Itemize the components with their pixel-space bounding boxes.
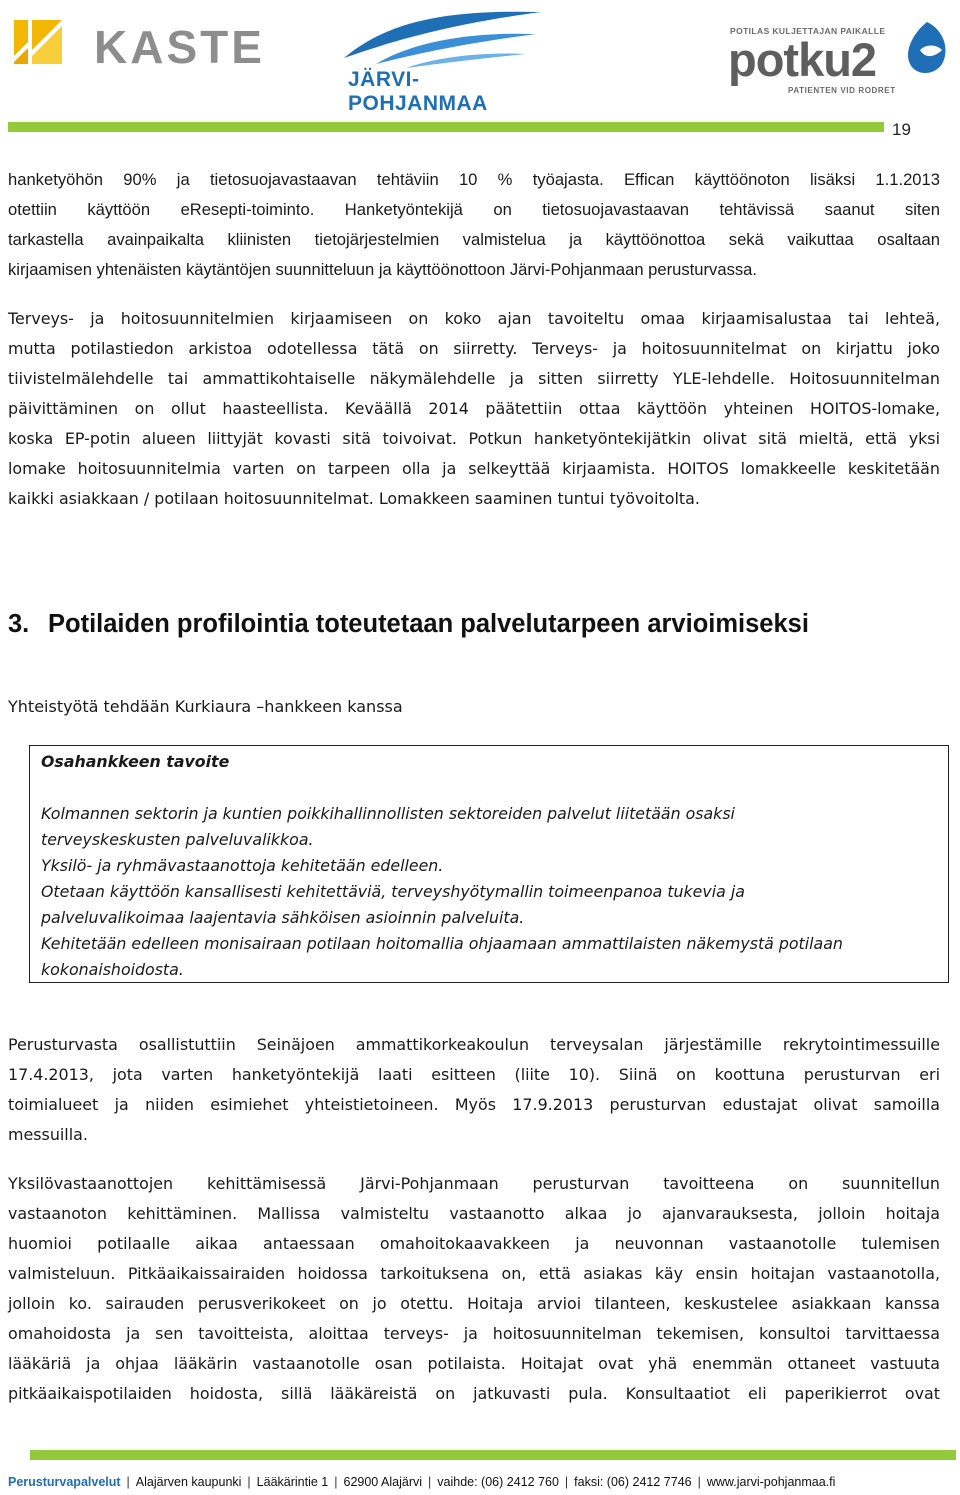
goal-line: Yksilö- ja ryhmävastaanottoja kehitetään edelleen. [41,856,444,875]
text-line: kaikki asiakkaan / potilaan hoitosuunnitelmat. Lomakkeen saaminen tuntui työvoitolta. [8,489,700,508]
footer-website-link[interactable]: www.jarvi-pohjanmaa.fi [706,1475,836,1489]
text-line: otettiin käyttöön eResepti-toiminto. Hanketyöntekijä on tietosuojavastaavan tehtävissä saanut siten [8,200,940,219]
text-line: tarkastella avainpaikalta kliinisten tietojärjestelmien valmistelua ja käyttöönottoa sekä vaikuttaa osaltaan [8,230,940,249]
page-number: 19 [892,120,911,139]
goal-box-title: Osahankkeen tavoite [41,752,230,771]
footer-org: Perusturvapalvelut [8,1475,121,1489]
text-line: Yksilövastaanottojen kehittämisessä Järvi-Pohjanmaan perusturvan tavoitteena on suunnitellun [8,1174,940,1193]
potku2-logo-text: potku2 [728,33,877,86]
text-line: mutta potilastiedon arkistoa odotellessa tätä on siirretty. Terveys- ja hoitosuunnitelmat on kirjattu joko [8,339,940,358]
goal-line: terveyskeskusten palveluvalikkoa. [41,830,314,849]
text-line: messuilla. [8,1125,88,1144]
footer-separator: | [334,1475,338,1489]
header-divider [8,122,884,132]
text-line: vastaanoton kehittäminen. Mallissa valmisteltu vastaanotto alkaa jo ajanvarauksesta, jolloin hoitaja [8,1204,940,1223]
text-line: omahoidosta ja sen tavoitteista, aloittaa terveys- ja hoitosuunnitelman tekemisen, konsultoi tarvittaessa [8,1324,940,1343]
text-line: lääkäriä ja ohjaa lääkärin vastaanotolle osan potilaista. Hoitajat ovat yhä enemmän ottaneet vastuuta [8,1354,940,1373]
kaste-logo [10,12,265,73]
footer-separator: | [126,1475,130,1489]
potku2-tagline: POTILAS KULJETTAJAN PAIKALLE [730,26,886,36]
potku2-drop-icon [902,20,952,78]
goal-line: palveluvalikoimaa laajentavia sähköisen asioinnin palveluita. [41,908,525,927]
goal-box [29,745,949,983]
wave-icon [336,6,551,70]
text-line: pitkäaikaispotilaiden hoidosta, sillä lääkäreistä on jatkuvasti pula. Konsultaatiot eli paperikierrot ovat [8,1384,940,1403]
footer-separator: | [247,1475,251,1489]
text-line: jolloin ko. sairauden perusverikokeet on jo otettu. Hoitaja arvioi tilanteen, keskustelee asiakkaan kanssa [8,1294,940,1313]
text-line: päivittäminen on ollut haasteellista. Keväällä 2014 päätettiin ottaa käyttöön yhteinen HOITOS-lomake, [8,399,940,418]
paragraph-1 [8,165,940,285]
paragraph-3 [8,1030,940,1150]
text-line: hanketyöhön 90% ja tietosuojavastaavan tehtäviin 10 % työajasta. Effican käyttöönoton lisäksi 1.1.2013 [8,170,940,189]
paragraph-4 [8,1169,940,1409]
footer-separator: | [564,1475,569,1489]
text-line: lomake hoitosuunnitelmia varten on tarpeen olla ja selkeyttää kirjaamista. HOITOS lomakkeelle keskitetään [8,459,940,478]
potku2-logo [726,18,956,98]
cooperation-note: Yhteistyötä tehdään Kurkiaura –hankkeen kanssa [8,697,403,716]
text-line: valmisteluun. Pitkäaikaissairaiden hoidossa tarkoituksena on, että asiakas käy ensin hoitajan vastaanotolla, [8,1264,940,1283]
text-line: kirjaamisen yhtenäisten käytäntöjen suunnitteluun ja käyttöönottoon Järvi-Pohjanmaan perusturvassa. [8,260,758,279]
jarvi-pohjanmaa-logo [336,6,551,115]
section-title: Potilaiden profilointia toteutetaan palvelutarpeen arvioimiseksi [48,610,809,638]
footer-phone: vaihde: (06) 2412 760 [437,1475,559,1489]
footer-street: Lääkärintie 1 [256,1475,329,1489]
footer-fax: faksi: (06) 2412 7746 [574,1475,692,1489]
footer-separator: | [428,1475,432,1489]
footer-postcode: 62900 Alajärvi [343,1475,423,1489]
text-line: huomioi potilaalle aikaa antaessaan omahoitokaavakkeen ja neuvonnan vastaanotolle tulemisen [8,1234,940,1253]
text-line: 17.4.2013, jota varten hanketyöntekijä laati esitteen (liite 10). Siinä on koottuna perusturvan eri [8,1065,940,1084]
footer-separator: | [697,1475,701,1489]
potku2-subtagline: PATIENTEN VID RODRET [788,86,896,95]
goal-line: kokonaishoidosta. [41,960,184,979]
text-line: koska EP-potin alueen liittyjät kovasti sitä toivoivat. Potkun hanketyöntekijätkin olivat sitä mieltä, että yksi [8,429,940,448]
text-line: Terveys- ja hoitosuunnitelmien kirjaamiseen on koko ajan tavoiteltu omaa kirjaamisalustaa tai lehteä, [8,309,940,328]
goal-line: Kehitetään edelleen monisairaan potilaan hoitomallia ohjaamaan ammattilaisten näkemystä potilaan [41,934,843,953]
goal-list [41,801,843,983]
goal-line: Kolmannen sektorin ja kuntien poikkihallinnollisten sektoreiden palvelut liitetään osaksi [41,804,735,823]
section-heading [8,610,809,639]
section-number: 3. [8,610,30,638]
text-line: tiivistelmälehdelle tai ammattikohtaiselle näkymälehdelle ja sitten siirretty YLE-lehdelle. Hoitosuunnitelman [8,369,940,388]
paragraph-2 [8,304,940,514]
footer-divider [30,1450,956,1460]
footer-city: Alajärven kaupunki [135,1475,242,1489]
kaste-logo-text: KASTE [94,21,265,73]
kaste-emblem-icon [10,12,90,72]
text-line: toimialueet ja niiden esimiehet yhteistietoineen. Myös 17.9.2013 perusturvan edustajat olivat samoilla [8,1095,940,1114]
footer [8,1475,835,1489]
text-line: Perusturvasta osallistuttiin Seinäjoen ammattikorkeakoulun terveysalan järjestämille rekrytointimessuille [8,1035,940,1054]
jarvi-pohjanmaa-logo-text: JÄRVI-POHJANMAA [348,68,488,115]
goal-line: Otetaan käyttöön kansallisesti kehitettäviä, terveyshyötymallin toimeenpanoa tukevia ja [41,882,745,901]
